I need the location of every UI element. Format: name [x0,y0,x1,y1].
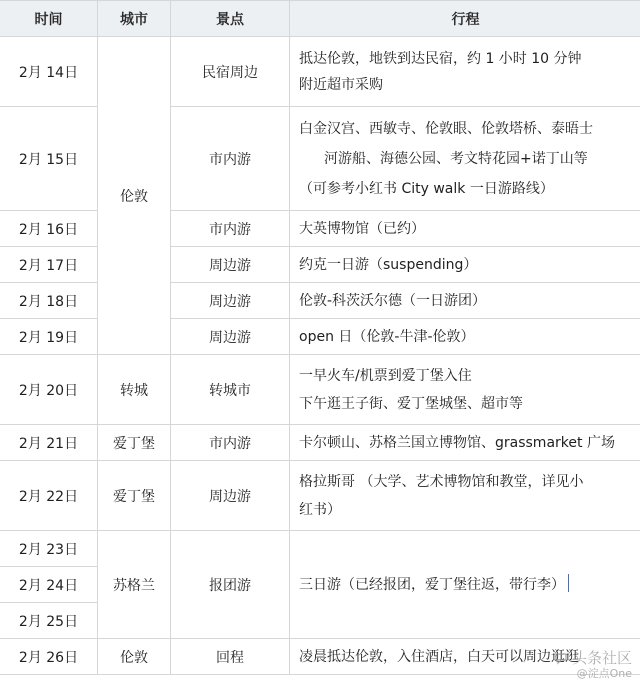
plan-line: 附近超市采购 [299,76,383,93]
date-cell: 2月 22日 [0,461,98,531]
plan-line: 白金汉宫、西敏寺、伦敦眼、伦敦塔桥、泰晤士 [299,120,593,137]
date-cell: 2月 25日 [0,603,98,639]
watermark-site: 头条社区 [571,649,632,667]
plan-cell [290,107,640,211]
city-cell: 伦敦 [98,639,171,675]
plan-line: open 日（伦敦-牛津-伦敦） [299,328,475,345]
spot-cell: 周边游 [171,461,290,531]
table-row [0,531,640,567]
city-cell: 转城 [98,355,171,425]
plan-line: 红书） [299,501,341,518]
plan-cell-tour [290,531,640,639]
spot-cell: 市内游 [171,211,290,247]
date-cell: 2月 16日 [0,211,98,247]
plan-cell [290,461,640,531]
date-cell: 2月 20日 [0,355,98,425]
plan-cell [290,211,640,247]
spot-cell: 市内游 [171,107,290,211]
plan-line [299,572,640,598]
spot-cell: 转城市 [171,355,290,425]
plan-line: 一早火车/机票到爱丁堡入住 [299,367,472,384]
date-cell: 2月 24日 [0,567,98,603]
table-row [0,283,640,319]
text-cursor [568,574,569,592]
spot-cell: 民宿周边 [171,37,290,107]
plan-cell [290,283,640,319]
table-row [0,355,640,425]
plan-line: 抵达伦敦，地铁到达民宿，约 1 小时 10 分钟 [299,50,582,67]
plan-cell [290,37,640,107]
city-cell-london: 伦敦 [98,37,171,355]
table-row [0,37,640,107]
header-city: 城市 [98,1,171,37]
plan-cell [290,639,640,675]
spot-cell-tour: 报团游 [171,531,290,639]
plan-cell [290,247,640,283]
header-date: 时间 [0,1,98,37]
date-cell: 2月 19日 [0,319,98,355]
spot-cell: 回程 [171,639,290,675]
plan-line: （可参考小红书 City walk 一日游路线） [299,180,554,197]
table-row [0,461,640,531]
spot-cell: 市内游 [171,425,290,461]
date-cell: 2月 14日 [0,37,98,107]
plan-line: 伦敦-科茨沃尔德（一日游团） [299,292,487,309]
spot-cell: 周边游 [171,247,290,283]
plan-line: 下午逛王子街、爱丁堡城堡、超市等 [299,395,523,412]
plan-cell [290,355,640,425]
plan-line: 大英博物馆（已约） [299,220,425,237]
table-row [0,425,640,461]
plan-line: 卡尔顿山、苏格兰国立博物馆、grassmarket 广场 [299,434,615,451]
header-plan: 行程 [290,1,640,37]
table-row [0,247,640,283]
plan-line: 约克一日游（suspending） [299,256,478,273]
plan-line-text: 三日游（已经报团，爱丁堡往返，带行李） [299,576,565,593]
table-row [0,639,640,675]
city-cell: 爱丁堡 [98,425,171,461]
watermark-author: @淀点One [576,667,632,680]
date-cell: 2月 26日 [0,639,98,675]
plan-line: 河游船、海德公园、考文特花园+诺丁山等 [324,150,588,167]
city-cell: 爱丁堡 [98,461,171,531]
date-cell: 2月 21日 [0,425,98,461]
table-row [0,107,640,211]
date-cell: 2月 17日 [0,247,98,283]
plan-line: 格拉斯哥 （大学、艺术博物馆和教堂，详见小 [299,473,584,490]
date-cell: 2月 15日 [0,107,98,211]
spot-cell: 周边游 [171,283,290,319]
table-row [0,211,640,247]
header-row [0,1,640,37]
date-cell: 2月 23日 [0,531,98,567]
plan-cell [290,319,640,355]
city-cell-scotland: 苏格兰 [98,531,171,639]
date-cell: 2月 18日 [0,283,98,319]
spot-cell: 周边游 [171,319,290,355]
plan-line: 凌晨抵达伦敦，入住酒店，白天可以周边逛逛 [299,648,579,665]
header-spot: 景点 [171,1,290,37]
table-row [0,319,640,355]
plan-cell [290,425,640,461]
